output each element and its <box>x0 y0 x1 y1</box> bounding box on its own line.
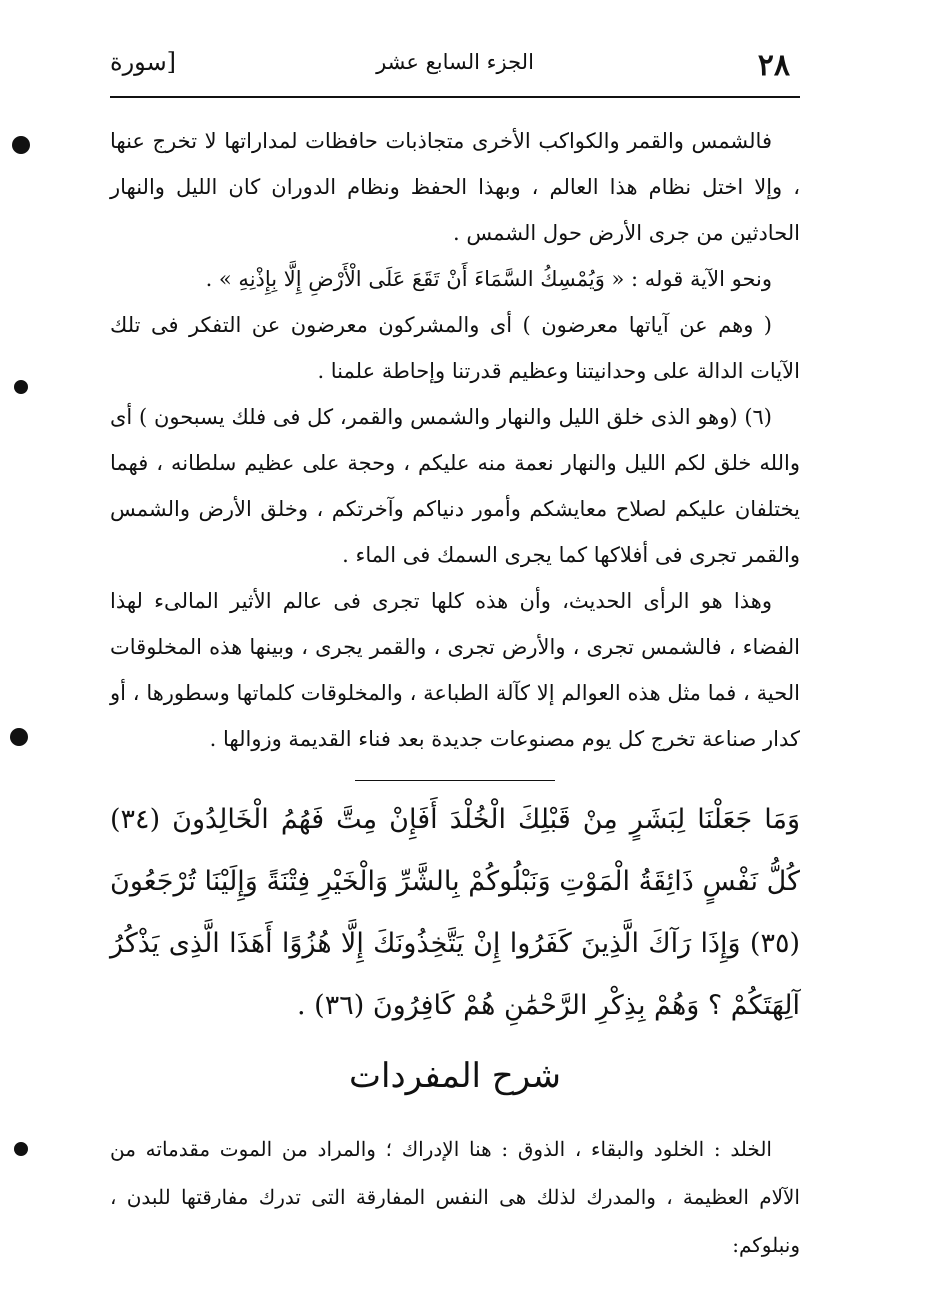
separator-rule <box>355 780 555 781</box>
paragraph: ونحو الآية قوله : « وَيُمْسِكُ السَّمَاءَ أَنْ تَقَعَ عَلَى الْأَرْضِ إِلَّا بِإِذْنِهِ » . <box>205 267 772 291</box>
margin-ink-mark <box>14 1142 28 1156</box>
page-body <box>110 118 800 1269</box>
page-number: ٢٨ <box>757 48 790 83</box>
paragraph: فالشمس والقمر والكواكب الأخرى متجاذبات حافظات لمداراتها لا تخرج عنها ، وإلا اختل نظام هذا العالم ، وبهذا الحفظ ونظام الدوران كان الليل والنهار الحادثين من جرى الأرض حول الشمس . <box>110 129 800 245</box>
margin-ink-mark <box>14 380 28 394</box>
paragraph: (٦) (وهو الذى خلق الليل والنهار والشمس والقمر، كل فى فلك يسبحون ) أى والله خلق لكم الليل والنهار نعمة منه عليكم ، وحجة على عظيم سلطانه ، فهما يختلفان عليكم لصلاح معايشكم وأمور دنياكم وآخرتكم ، وخلق الأرض والشمس والقمر تجرى فى أفلاكها كما يجرى السمك فى الماء . <box>110 405 800 567</box>
quran-verses: وَمَا جَعَلْنَا لِبَشَرٍ مِنْ قَبْلِكَ الْخُلْدَ أَفَإِنْ مِتَّ فَهُمُ الْخَالِدُونَ (٣٤) كُلُّ نَفْسٍ ذَائِقَةُ الْمَوْتِ وَنَبْلُوكُمْ بِالشَّرِّ وَالْخَيْرِ فِتْنَةً وَإِلَيْنَا تُرْجَعُونَ (٣٥) وَإِذَا رَآكَ الَّذِينَ كَفَرُوا إِنْ يَتَّخِذُونَكَ إِلَّا هُزُوًا أَهَذَا الَّذِى يَذْكُرُ آلِهَتَكُمْ ؟ وَهُمْ بِذِكْرِ الرَّحْمَٰنِ هُمْ كَافِرُونَ (٣٦) . <box>110 804 800 1021</box>
paragraph: وهذا هو الرأى الحديث، وأن هذه كلها تجرى فى عالم الأثير المالىء لهذا الفضاء ، فالشمس تجرى ، والأرض تجرى ، والقمر يجرى ، وبينها هذه المخلوقات الحية ، فما مثل هذه العوالم إلا كآلة الطباعة ، والمخلوقات كلماتها وسطورها ، أو كدار صناعة تخرج كل يوم مصنوعات جديدة بعد فناء القديمة وزوالها . <box>110 589 800 751</box>
margin-ink-mark <box>12 136 30 154</box>
page-header <box>110 40 800 96</box>
paragraph: ( وهم عن آياتها معرضون ) أى والمشركون معرضون عن التفكر فى تلك الآيات الدالة على وحدانيتنا وعظيم قدرتنا وإحاطة علمنا . <box>110 313 800 383</box>
surah-label: [سورة <box>110 48 177 76</box>
part-title: الجزء السابع عشر <box>376 50 534 74</box>
vocabulary-explanation: الخلد : الخلود والبقاء ، الذوق : هنا الإدراك ؛ والمراد من الموت مقدماته من الآلام العظيمة ، والمدرك لذلك هى النفس المفارقة التى تدرك مفارقتها للبدن ، ونبلوكم: <box>110 1137 800 1257</box>
margin-ink-mark <box>10 728 28 746</box>
header-rule <box>110 96 800 98</box>
section-title: شرح المفردات <box>348 1056 562 1096</box>
